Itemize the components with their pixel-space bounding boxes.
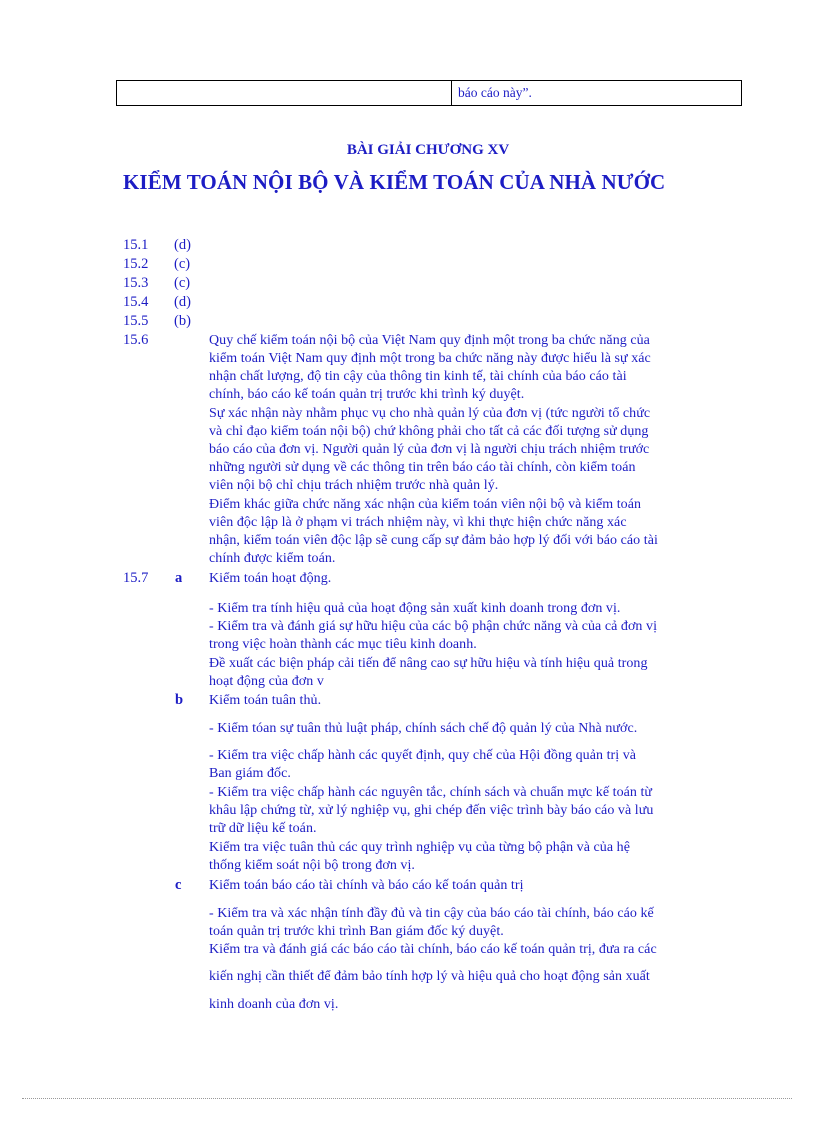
answer-choice: (c)	[174, 256, 191, 272]
paragraph-line: thống kiểm soát nội bộ trong đơn vị.	[209, 858, 415, 873]
table-cell-text: báo cáo này”.	[458, 85, 532, 100]
subsection-letter: a	[175, 570, 183, 586]
continuation-table	[116, 80, 742, 106]
chapter-subtitle: BÀI GIẢI CHƯƠNG XV	[346, 142, 510, 158]
paragraph-line: hoạt động của đơn v	[209, 674, 324, 689]
paragraph-line: Quy chế kiểm toán nội bộ của Việt Nam quy định một trong ba chức năng của	[209, 333, 650, 348]
paragraph-line: - Kiểm tra việc chấp hành các quyết định, quy chế của Hội đồng quản trị và	[209, 748, 637, 763]
subsection-letter: b	[175, 692, 184, 708]
paragraph-line: viên độc lập là ở phạm vi trách nhiệm này, vì khi thực hiện chức năng xác	[209, 515, 627, 530]
paragraph-line: nhận chất lượng, độ tin cậy của thông tin kinh tế, tài chính của báo cáo tài	[209, 369, 627, 384]
paragraph-line: chính, báo cáo kế toán quản trị trước khi trình ký duyệt.	[209, 387, 525, 402]
subsection-heading: Kiểm toán tuân thủ.	[209, 693, 322, 708]
paragraph-line: kiểm toán Việt Nam quy định một trong ba chức năng này được hiểu là sự xác	[209, 351, 651, 366]
paragraph-line: viên nội bộ chỉ chịu trách nhiệm trước nhà quản lý.	[209, 478, 499, 493]
answer-number: 15.1	[123, 237, 149, 253]
paragraph-line: - Kiểm tra việc chấp hành các nguyên tắc, chính sách và chuẩn mực kế toán từ	[209, 785, 653, 800]
answer-number: 15.3	[123, 275, 149, 291]
paragraph-line: - Kiểm tra và đánh giá sự hữu hiệu của các bộ phận chức năng và của cả đơn vị	[209, 619, 658, 634]
paragraph-line: - Kiểm tra và xác nhận tính đầy đủ và tin cậy của báo cáo tài chính, báo cáo kế	[209, 906, 654, 921]
paragraph-line: Ban giám đốc.	[209, 766, 291, 781]
answer-number: 15.4	[123, 294, 149, 310]
paragraph-line: trong việc hoàn thành các mục tiêu kinh doanh.	[209, 637, 477, 652]
paragraph-line: Kiểm tra và đánh giá các báo cáo tài chính, báo cáo kế toán quản trị, đưa ra các	[209, 942, 657, 957]
question-number: 15.7	[123, 570, 149, 586]
answer-row	[123, 256, 190, 273]
paragraph-line: khâu lập chứng từ, xử lý nghiệp vụ, ghi chép đến việc trình bày báo cáo và lưu	[209, 803, 654, 818]
paragraph-line: - Kiểm tra tính hiệu quả của hoạt động sản xuất kinh doanh trong đơn vị.	[209, 601, 621, 616]
paragraph-line: Sự xác nhận này nhằm phục vụ cho nhà quản lý của đơn vị (tức người tổ chức	[209, 406, 651, 421]
answer-choice: (d)	[174, 294, 191, 310]
page-bottom-divider	[22, 1098, 792, 1099]
paragraph-line: chính được kiểm toán.	[209, 551, 336, 566]
paragraph-line: Điểm khác giữa chức năng xác nhận của kiểm toán viên nội bộ và kiểm toán	[209, 497, 642, 512]
subsection-letter: c	[175, 877, 182, 893]
answer-choice: (b)	[174, 313, 191, 329]
answer-row	[123, 294, 191, 311]
answer-row	[123, 237, 191, 254]
paragraph-line: nhận, kiểm toán viên độc lập sẽ cung cấp sự đảm bảo hợp lý đối với báo cáo tài	[209, 533, 658, 548]
paragraph-line: và chỉ đạo kiểm toán nội bộ) chứ không phải cho tất cả các đối tượng sử dụng	[209, 424, 649, 439]
chapter-title: KIỂM TOÁN NỘI BỘ VÀ KIỂM TOÁN CỦA NHÀ NƯỚC	[123, 170, 666, 194]
paragraph-line: kiến nghị cần thiết để đảm bảo tính hợp lý và hiệu quả cho hoạt động sản xuất	[209, 969, 650, 984]
subsection-heading: Kiểm toán báo cáo tài chính và báo cáo kế toán quản trị	[209, 878, 524, 893]
answer-choice: (d)	[174, 237, 191, 253]
answer-number: 15.2	[123, 256, 149, 272]
paragraph-line: Kiểm tra việc tuân thủ các quy trình nghiệp vụ của từng bộ phận và của hệ	[209, 840, 630, 855]
answer-choice: (c)	[174, 275, 191, 291]
paragraph-line: những người sử dụng về các thông tin trên báo cáo tài chính, còn kiểm toán	[209, 460, 636, 475]
answer-number: 15.5	[123, 313, 149, 329]
paragraph-line: trữ dữ liệu kế toán.	[209, 821, 317, 836]
subsection-heading: Kiểm toán hoạt động.	[209, 571, 332, 586]
paragraph-line: báo cáo của đơn vị. Người quản lý của đơn vị là người chịu trách nhiệm trước	[209, 442, 650, 457]
table-column-divider	[451, 81, 452, 105]
paragraph-line: toán quản trị trước khi trình Ban giám đốc ký duyệt.	[209, 924, 504, 939]
answer-row	[123, 275, 190, 292]
paragraph-line: Đề xuất các biện pháp cải tiến để nâng cao sự hữu hiệu và tính hiệu quả trong	[209, 656, 648, 671]
paragraph-line: kinh doanh của đơn vị.	[209, 997, 339, 1012]
paragraph-line: - Kiểm tóan sự tuân thủ luật pháp, chính sách chế độ quản lý của Nhà nước.	[209, 721, 638, 736]
question-number: 15.6	[123, 332, 149, 348]
answer-row	[123, 313, 191, 330]
